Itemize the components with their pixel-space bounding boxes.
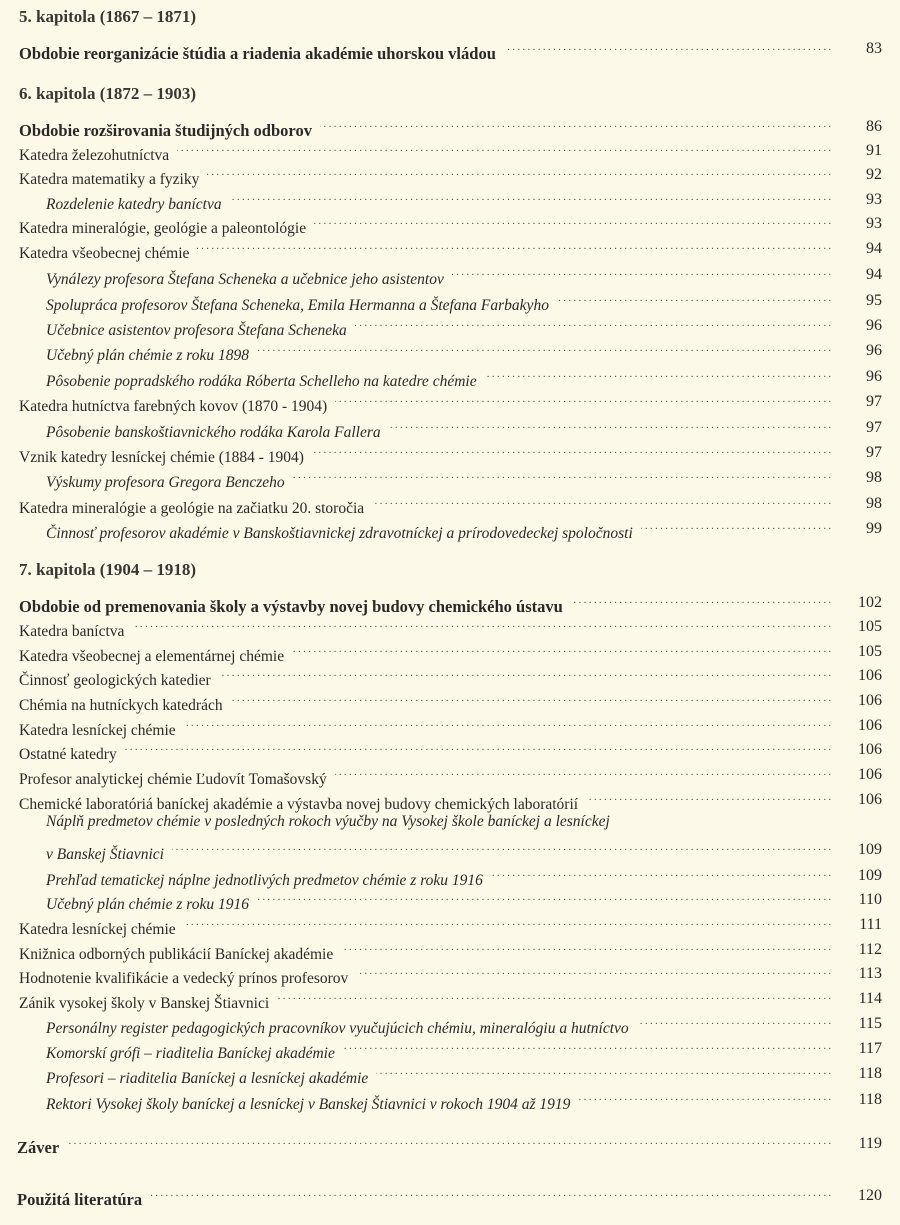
toc-entry[interactable] (17, 1181, 831, 1209)
toc-entry-page: 106 (858, 692, 882, 709)
toc-entry-title: Vynálezy profesora Štefana Scheneka a učebnice jeho asistentov (46, 271, 444, 288)
toc-entry-page: 92 (866, 166, 882, 183)
toc-entry[interactable] (19, 160, 831, 188)
toc-entry-page: 97 (866, 444, 882, 461)
toc-entry[interactable] (46, 286, 831, 314)
leader-dots (641, 514, 831, 538)
toc-entry-page: 118 (858, 1065, 882, 1082)
toc-entry-page: 97 (866, 419, 882, 436)
toc-entry[interactable] (19, 438, 831, 466)
leader-dots (557, 286, 831, 310)
leader-dots (207, 160, 831, 184)
leader-dots (277, 984, 831, 1008)
toc-entry[interactable] (19, 234, 831, 262)
toc-entry-page: 105 (858, 643, 882, 660)
toc-entry-title: Katedra baníctva (19, 623, 125, 640)
leader-dots (172, 835, 831, 859)
leader-dots (571, 588, 831, 612)
toc-entry[interactable] (19, 785, 831, 813)
toc-entry-title: Prehľad tematickej náplne jednotlivých predmetov chémie z roku 1916 (46, 872, 483, 889)
toc-entry-title: Chémia na hutníckych katedrách (19, 697, 223, 714)
toc-entry-page: 93 (866, 215, 882, 232)
leader-dots (184, 910, 831, 934)
toc-entry[interactable] (46, 311, 831, 339)
toc-entry-page: 94 (866, 240, 882, 257)
toc-entry[interactable] (19, 984, 831, 1012)
leader-dots (314, 209, 831, 233)
toc-entry-page: 98 (866, 469, 882, 486)
toc-entry-title: Činnosť geologických katedier (19, 672, 211, 689)
toc-entry-page: 112 (858, 941, 882, 958)
chapter-7-heading: 7. kapitola (1904 – 1918) (19, 560, 197, 579)
toc-entry-page: 109 (858, 841, 882, 858)
toc-entry-title: Náplň predmetov chémie v posledných rokoch výučby na Vysokej škole baníckej a lesníckej (46, 813, 610, 830)
toc-entry[interactable] (46, 885, 831, 913)
leader-dots (586, 785, 831, 809)
toc-entry-page: 95 (866, 292, 882, 309)
toc-entry-title: Katedra matematiky a fyziky (19, 171, 200, 188)
leader-dots (177, 136, 831, 160)
leader-dots (491, 861, 831, 885)
toc-entry-title: Personálny register pedagogických pracovníkov vyučujúcich chémiu, mineralógiu a hutníctvo (46, 1020, 629, 1037)
leader-dots (292, 637, 831, 661)
toc-entry-title: Ostatné katedry (19, 746, 117, 763)
toc-entry[interactable] (19, 661, 831, 689)
toc-entry-title: Chemické laboratóriá baníckej akadémie a výstavba novej budovy chemických laboratórií (19, 796, 579, 813)
toc-entry[interactable] (46, 1034, 831, 1062)
toc-entry-page: 118 (858, 1091, 882, 1108)
toc-entry[interactable] (19, 760, 831, 788)
toc-entry-title: Rektori Vysokej školy baníckej a lesníckej v Banskej Štiavnici v rokoch 1904 až 1919 (46, 1096, 571, 1113)
toc-entry-page: 83 (866, 40, 882, 57)
toc-entry-title: Katedra lesníckej chémie (19, 722, 176, 739)
toc-entry-title: Výskumy profesora Gregora Benczeho (46, 474, 285, 491)
toc-entry-page: 106 (858, 766, 882, 783)
toc-entry[interactable] (46, 336, 831, 364)
toc-entry-title: Profesor analytickej chémie Ľudovít Tomašovský (19, 771, 327, 788)
leader-dots (356, 959, 831, 983)
leader-dots (230, 185, 831, 209)
toc-entry[interactable] (19, 612, 831, 640)
leader-dots (578, 1085, 831, 1109)
leader-dots (67, 1129, 831, 1153)
toc-entry[interactable] (19, 711, 831, 739)
leader-dots (293, 463, 831, 487)
toc-entry[interactable] (46, 413, 831, 441)
toc-entry-page: 106 (858, 717, 882, 734)
toc-entry-page: 110 (858, 891, 882, 908)
toc-entry-page: 120 (858, 1187, 882, 1204)
leader-dots (504, 35, 831, 59)
toc-entry-title: Profesori – riaditelia Baníckej a lesníckej akadémie (46, 1070, 369, 1087)
toc-entry[interactable] (46, 1085, 831, 1113)
toc-entry-page: 115 (858, 1015, 882, 1032)
toc-entry[interactable] (46, 1059, 831, 1087)
leader-dots (335, 387, 831, 411)
toc-entry-page: 99 (866, 520, 882, 537)
leader-dots (452, 260, 831, 284)
toc-entry-title: Pôsobenie popradského rodáka Róberta Schelleho na katedre chémie (46, 373, 477, 390)
leader-dots (184, 711, 831, 735)
toc-entry[interactable] (19, 735, 831, 763)
toc-entry[interactable] (19, 35, 831, 63)
toc-entry[interactable] (19, 112, 831, 140)
toc-entry-page: 111 (859, 916, 882, 933)
toc-entry-page: 117 (858, 1040, 882, 1057)
toc-entry-page: 114 (858, 990, 882, 1007)
toc-entry[interactable] (17, 1129, 831, 1157)
toc-entry[interactable] (19, 209, 831, 237)
toc-entry[interactable] (19, 637, 831, 665)
leader-dots (150, 1181, 831, 1205)
toc-entry[interactable] (19, 910, 831, 938)
toc-entry-page: 105 (858, 618, 882, 635)
toc-entry-page: 106 (858, 667, 882, 684)
leader-dots (355, 311, 831, 335)
toc-entry-title: Obdobie rozširovania študijných odborov (19, 121, 312, 140)
toc-entry-title: Katedra lesníckej chémie (19, 921, 176, 938)
toc-entry-title: Učebný plán chémie z roku 1916 (46, 896, 250, 913)
toc-entry[interactable] (46, 185, 831, 213)
toc-entry-page: 86 (866, 118, 882, 135)
toc-entry[interactable] (19, 959, 831, 987)
toc-entry-title: Obdobie reorganizácie štúdia a riadenia akadémie uhorskou vládou (19, 44, 496, 63)
toc-entry-page: 109 (858, 867, 882, 884)
toc-entry[interactable] (46, 260, 831, 288)
toc-entry[interactable] (19, 387, 831, 415)
toc-entry-title: Katedra všeobecnej a elementárnej chémie (19, 648, 285, 665)
toc-entry-page: 119 (858, 1135, 882, 1152)
leader-dots (637, 1009, 831, 1033)
toc-entry-page: 98 (866, 495, 882, 512)
leader-dots (335, 760, 831, 784)
toc-entry-title-cont: v Banskej Štiavnici (46, 846, 164, 863)
toc-entry-page: 106 (858, 741, 882, 758)
toc-entry-title: Komorskí grófi – riaditelia Baníckej akadémie (46, 1045, 335, 1062)
toc-entry-title: Záver (17, 1138, 60, 1157)
leader-dots (197, 234, 831, 258)
toc-entry-title: Katedra mineralógie a geológie na začiatku 20. storočia (19, 500, 365, 517)
leader-dots (312, 438, 831, 462)
toc-entry-page: 106 (858, 791, 882, 808)
toc-entry-page: 93 (866, 191, 882, 208)
chapter-5-heading: 5. kapitola (1867 – 1871) (19, 7, 197, 26)
toc-entry-title: Zánik vysokej školy v Banskej Štiavnici (19, 995, 270, 1012)
toc-entry[interactable] (46, 861, 831, 889)
toc-entry-title: Učebnice asistentov profesora Štefana Scheneka (46, 322, 347, 339)
toc-entry-page: 96 (866, 342, 882, 359)
toc-entry-title: Katedra mineralógie, geológie a paleontológie (19, 220, 307, 237)
leader-dots (231, 686, 831, 710)
toc-entry-first-line[interactable] (46, 810, 831, 834)
toc-entry[interactable] (19, 686, 831, 714)
leader-dots (132, 612, 831, 636)
leader-dots (376, 1059, 831, 1083)
toc-entry-title: Činnosť profesorov akadémie v Banskoštiavnickej zdravotníckej a prírodovedeckej spoločnosti (46, 525, 633, 542)
leader-dots (485, 362, 831, 386)
toc-entry-title: Použitá literatúra (17, 1190, 143, 1209)
leader-dots (320, 112, 831, 136)
toc-entry[interactable] (46, 514, 831, 542)
toc-entry-title: Knižnica odborných publikácií Baníckej akadémie (19, 946, 334, 963)
leader-dots (341, 935, 831, 959)
toc-entry[interactable] (46, 463, 831, 491)
toc-entry[interactable] (19, 935, 831, 963)
leader-dots (125, 735, 831, 759)
toc-entry-page: 94 (866, 266, 882, 283)
toc-entry[interactable] (46, 1009, 831, 1037)
toc-entry[interactable] (19, 489, 831, 517)
leader-dots (257, 885, 831, 909)
leader-dots (219, 661, 831, 685)
toc-entry-title: Katedra železohutníctva (19, 147, 170, 164)
toc-entry-title: Vznik katedry lesníckej chémie (1884 - 1904) (19, 449, 304, 466)
toc-entry-page: 102 (858, 594, 882, 611)
toc-entry[interactable] (19, 588, 831, 616)
chapter-6-heading: 6. kapitola (1872 – 1903) (19, 84, 197, 103)
leader-dots (343, 1034, 831, 1058)
toc-entry-title: Katedra všeobecnej chémie (19, 245, 190, 262)
leader-dots (372, 489, 831, 513)
leader-dots (389, 413, 831, 437)
toc-entry-page: 96 (866, 368, 882, 385)
toc-entry[interactable] (19, 136, 831, 164)
toc-entry-title: Spolupráca profesorov Štefana Scheneka, Emila Hermanna a Štefana Farbakyho (46, 297, 549, 314)
toc-entry-title: Učebný plán chémie z roku 1898 (46, 347, 250, 364)
toc-entry[interactable] (46, 835, 831, 863)
toc-entry-page: 96 (866, 317, 882, 334)
toc-entry-title: Hodnotenie kvalifikácie a vedecký prínos profesorov (19, 970, 349, 987)
toc-entry-page: 97 (866, 393, 882, 410)
toc-entry[interactable] (46, 362, 831, 390)
leader-dots (257, 336, 831, 360)
toc-entry-title: Katedra hutníctva farebných kovov (1870 - 1904) (19, 398, 328, 415)
toc-entry-page: 91 (866, 142, 882, 159)
toc-entry-title: Obdobie od premenovania školy a výstavby novej budovy chemického ústavu (19, 597, 563, 616)
toc-entry-page: 113 (858, 965, 882, 982)
toc-entry-title: Rozdelenie katedry baníctva (46, 196, 222, 213)
toc-entry-title: Pôsobenie banskoštiavnického rodáka Karola Fallera (46, 424, 381, 441)
